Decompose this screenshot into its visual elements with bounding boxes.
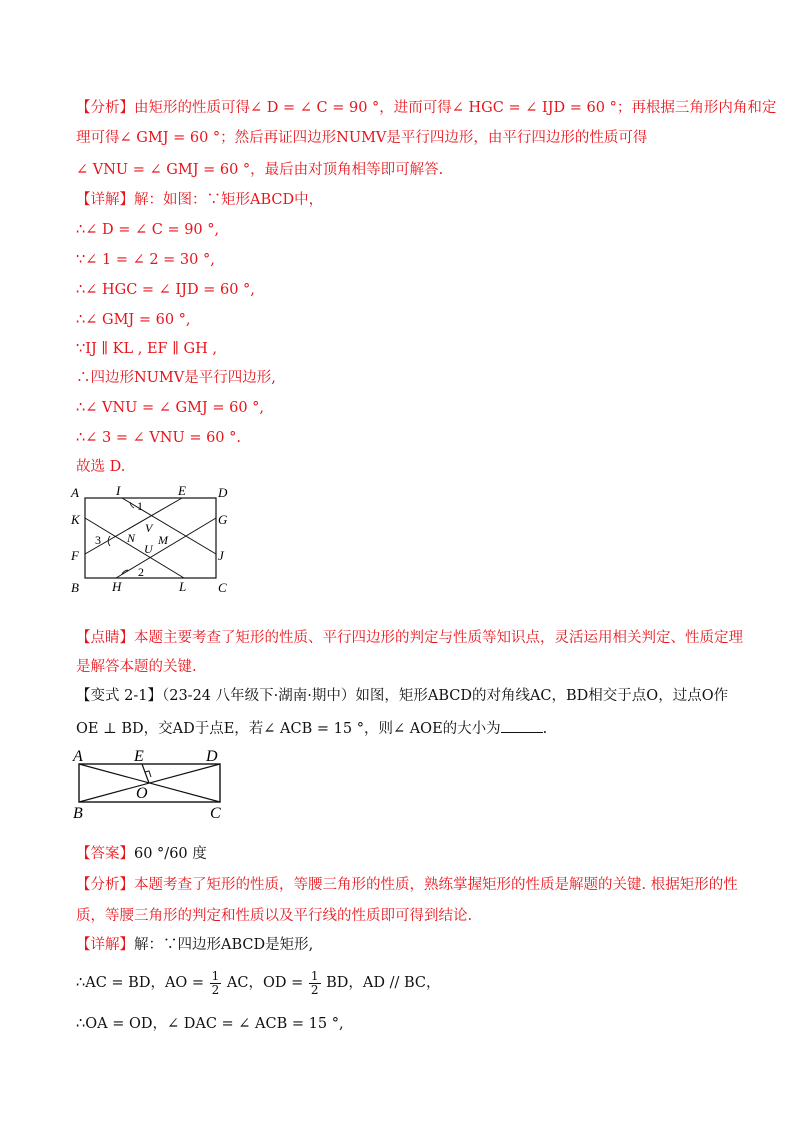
detail2-l1a: ∴AC = BD，AO =: [76, 975, 205, 991]
detail-line-1: ∴∠ D = ∠ C = 90 °,: [76, 222, 220, 238]
detail2-line-2: ∴OA = OD，∠ DAC = ∠ ACB = 15 °,: [76, 1016, 344, 1032]
frac-num-2: 1: [310, 968, 319, 983]
label-U: U: [144, 542, 153, 556]
fig2-label-A: A: [73, 748, 83, 765]
analysis-tag: 【分析】: [76, 100, 134, 116]
frac-den-2: 2: [310, 982, 319, 997]
detail-line-7: ∴∠ VNU = ∠ GMJ = 60 °,: [76, 400, 265, 416]
label-G: G: [218, 512, 228, 527]
answer-tag: 【答案】: [76, 846, 134, 862]
comment-line-2: 是解答本题的关键.: [76, 659, 197, 675]
detail-tag: 【详解】: [76, 192, 134, 208]
analysis2-tag: 【分析】: [76, 877, 134, 893]
variant-line-2: [76, 718, 547, 739]
label-angle-1: 1: [137, 499, 143, 513]
comment-line-1: [76, 628, 743, 648]
variant-period: .: [542, 721, 548, 737]
detail-line-3: ∴∠ HGC = ∠ IJD = 60 °,: [76, 282, 255, 298]
fig2-label-C: C: [210, 805, 221, 822]
comment-tag: 【点睛】: [76, 630, 134, 646]
label-L: L: [179, 579, 187, 594]
label-F: F: [71, 548, 79, 563]
analysis-line-2: 理可得∠ GMJ = 60 °；然后再证四边形NUMV是平行四边形，由平行四边形的性质可得: [76, 130, 648, 146]
variant-line-1: [76, 686, 728, 706]
answer-blank[interactable]: [501, 718, 543, 733]
label-A: A: [71, 485, 79, 500]
fig2-label-B: B: [73, 805, 83, 822]
rectangle-figure-2: [60, 744, 240, 824]
detail2-l1c: BD，AD // BC，: [326, 975, 441, 991]
label-N: N: [127, 531, 136, 545]
label-D: D: [218, 485, 228, 500]
label-H: H: [112, 579, 122, 594]
detail-line-6: ∴四边形NUMV是平行四边形,: [76, 370, 276, 386]
rectangle-figure-1: [60, 478, 260, 598]
label-J: J: [218, 548, 224, 563]
detail-line-8: ∴∠ 3 = ∠ VNU = 60 °.: [76, 430, 242, 446]
frac-num-1: 1: [211, 968, 220, 983]
label-I: I: [116, 483, 121, 498]
analysis-line-1: [76, 98, 776, 118]
detail-answer: 故选 D.: [76, 459, 126, 475]
analysis2-line-1: [76, 875, 738, 895]
variant-text-2: OE ⊥ BD，交AD于点E，若∠ ACB = 15 °，则∠ AOE的大小为: [76, 721, 501, 737]
detail2-tag: 【详解】: [76, 937, 134, 953]
fig2-label-E: E: [134, 748, 144, 765]
detail2-l1b: AC，OD =: [226, 975, 304, 991]
fig2-label-D: D: [206, 748, 218, 765]
label-K: K: [71, 512, 80, 527]
label-M: M: [158, 533, 168, 547]
analysis2-text: 本题考查了矩形的性质，等腰三角形的性质，熟练掌握矩形的性质是解题的关键. 根据矩形的性: [134, 877, 738, 893]
label-V: V: [145, 521, 153, 535]
fraction-half-1: [210, 970, 222, 997]
detail-line-4: ∴∠ GMJ = 60 °,: [76, 312, 191, 328]
detail2-text: 解：∵四边形ABCD是矩形,: [134, 937, 314, 953]
label-C: C: [218, 580, 227, 595]
detail2-line-1: [76, 968, 441, 998]
detail2-line-0: [76, 935, 313, 955]
analysis-line-3: ∠ VNU = ∠ GMJ = 60 °，最后由对顶角相等即可解答.: [76, 162, 444, 178]
comment-text: 本题主要考查了矩形的性质、平行四边形的判定与性质等知识点，灵活运用相关判定、性质定理: [134, 630, 743, 646]
analysis-text: 由矩形的性质可得∠ D = ∠ C = 90 °，进而可得∠ HGC = ∠ IJD = 60 °；再根据三角形内角和定: [134, 100, 777, 116]
answer-line: [76, 844, 207, 864]
label-angle-3: 3: [95, 533, 101, 547]
detail-line-5: ∵IJ ∥ KL , EF ∥ GH ,: [76, 341, 217, 357]
label-E: E: [178, 483, 186, 498]
detail-text: 解：如图：∵矩形ABCD中，: [134, 192, 324, 208]
fraction-half-2: [309, 970, 321, 997]
variant-tag: 【变式 2-1】: [76, 688, 162, 704]
answer-value: 60 °/60 度: [134, 846, 207, 862]
variant-text: （23-24 八年级下·湖南·期中）如图，矩形ABCD的对角线AC，BD相交于点O，过点O作: [161, 688, 729, 704]
fig2-label-O: O: [136, 785, 148, 802]
label-B: B: [71, 580, 79, 595]
frac-den-1: 2: [211, 982, 220, 997]
detail-line-0: [76, 190, 323, 210]
detail-line-2: ∵∠ 1 = ∠ 2 = 30 °,: [76, 252, 215, 268]
label-angle-2: 2: [138, 565, 144, 579]
analysis2-line-2: 质，等腰三角形的判定和性质以及平行线的性质即可得到结论.: [76, 908, 473, 924]
